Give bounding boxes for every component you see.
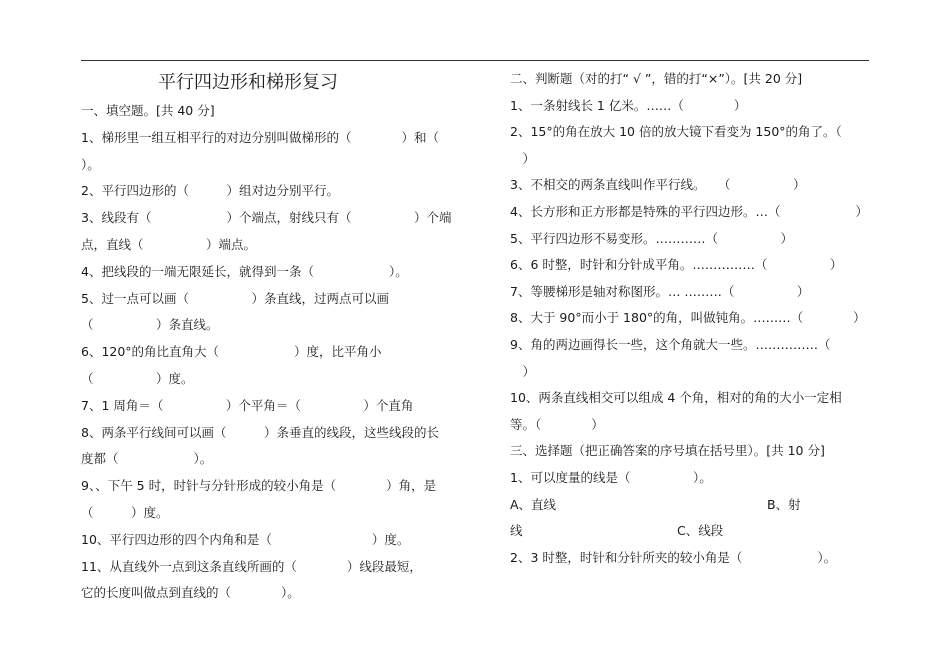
right-line: 10、两条直线相交可以组成 4 个角，相对的角的大小一定相 — [510, 390, 842, 406]
judgment-section — [510, 66, 870, 492]
left-line: 9、、下午 5 时，时针与分针形成的较小角是（ ）角，是 — [81, 478, 437, 494]
left-line: 度都（ ）。 — [81, 451, 213, 467]
left-line: 2、平行四边形的（ ）组对边分别平行。 — [81, 183, 339, 199]
choice-option-c: C、线段 — [677, 523, 724, 539]
right-line: 6、6 时整，时针和分针成平角。……………（ ） — [510, 257, 843, 273]
left-line: 8、两条平行线间可以画（ ）条垂直的线段，这些线段的长 — [81, 424, 439, 440]
left-line: （ ）度。 — [81, 370, 194, 386]
right-line: ） — [510, 363, 536, 379]
left-line: 3、线段有（ ）个端点，射线只有（ ）个端 — [81, 210, 452, 226]
left-line: 4、把线段的一端无限延长，就得到一条（ ）。 — [81, 263, 408, 279]
left-line: 6、120°的角比直角大（ ）度，比平角小 — [81, 344, 382, 360]
left-line: 11、从直线外一点到这条直线所画的（ ）线段最短， — [81, 558, 422, 574]
right-line: 等。（ ） — [510, 416, 604, 432]
right-column — [510, 66, 870, 571]
choice-option-b-continued: 线 — [510, 523, 523, 539]
page-title: 平行四边形和梯形复习 — [158, 72, 338, 93]
choice-question-2: 2、3 时整，时针和分针所夹的较小角是（ ）。 — [510, 549, 837, 565]
right-line: 三、选择题（把正确答案的序号填在括号里）。[共 10 分] — [510, 443, 825, 459]
left-line: 一、填空题。[共 40 分] — [81, 103, 215, 118]
top-rule — [81, 60, 869, 61]
left-line: （ ）条直线。 — [81, 317, 219, 333]
right-line: 5、平行四边形不易变形。…………（ ） — [510, 230, 793, 246]
right-line: 二、判断题（对的打“ √ ”，错的打“×”）。[共 20 分] — [510, 71, 803, 86]
right-line: 3、不相交的两条直线叫作平行线。 （ ） — [510, 177, 806, 193]
left-line: ）。 — [81, 156, 100, 172]
left-line: （ ）度。 — [81, 504, 169, 520]
left-line: 它的长度叫做点到直线的（ ）。 — [81, 585, 300, 601]
right-line: ） — [510, 150, 536, 166]
choice-options-row-2 — [510, 518, 870, 545]
left-column — [81, 66, 452, 607]
choice-options-row-1 — [510, 492, 870, 519]
choice-option-b: B、射 — [767, 496, 801, 512]
left-line: 7、1 周角＝（ ）个平角＝（ ）个直角 — [81, 397, 414, 413]
right-line: 9、角的两边画得长一些，这个角就大一些。……………（ — [510, 336, 831, 352]
choice-option-a: A、直线 — [510, 496, 557, 512]
right-line: 7、等腰梯形是轴对称图形。… ………（ ） — [510, 283, 810, 299]
left-line: 5、过一点可以画（ ）条直线，过两点可以画 — [81, 290, 389, 306]
right-line: 1、一条射线长 1 亿米。……（ ） — [510, 97, 747, 113]
right-line: 8、大于 90°而小于 180°的角，叫做钝角。………（ ） — [510, 310, 866, 326]
right-line: 2、15°的角在放大 10 倍的放大镜下看变为 150°的角了。（ — [510, 124, 842, 140]
right-line: 1、可以度量的线是（ ）。 — [510, 469, 712, 485]
left-line: 10、平行四边形的四个内角和是（ ）度。 — [81, 531, 410, 547]
right-line: 4、长方形和正方形都是特殊的平行四边形。…（ ） — [510, 203, 868, 219]
left-line: 1、梯形里一组互相平行的对边分别叫做梯形的（ ）和（ — [81, 129, 439, 145]
left-line: 点，直线（ ）端点。 — [81, 236, 257, 252]
fill-in-section — [81, 98, 452, 607]
